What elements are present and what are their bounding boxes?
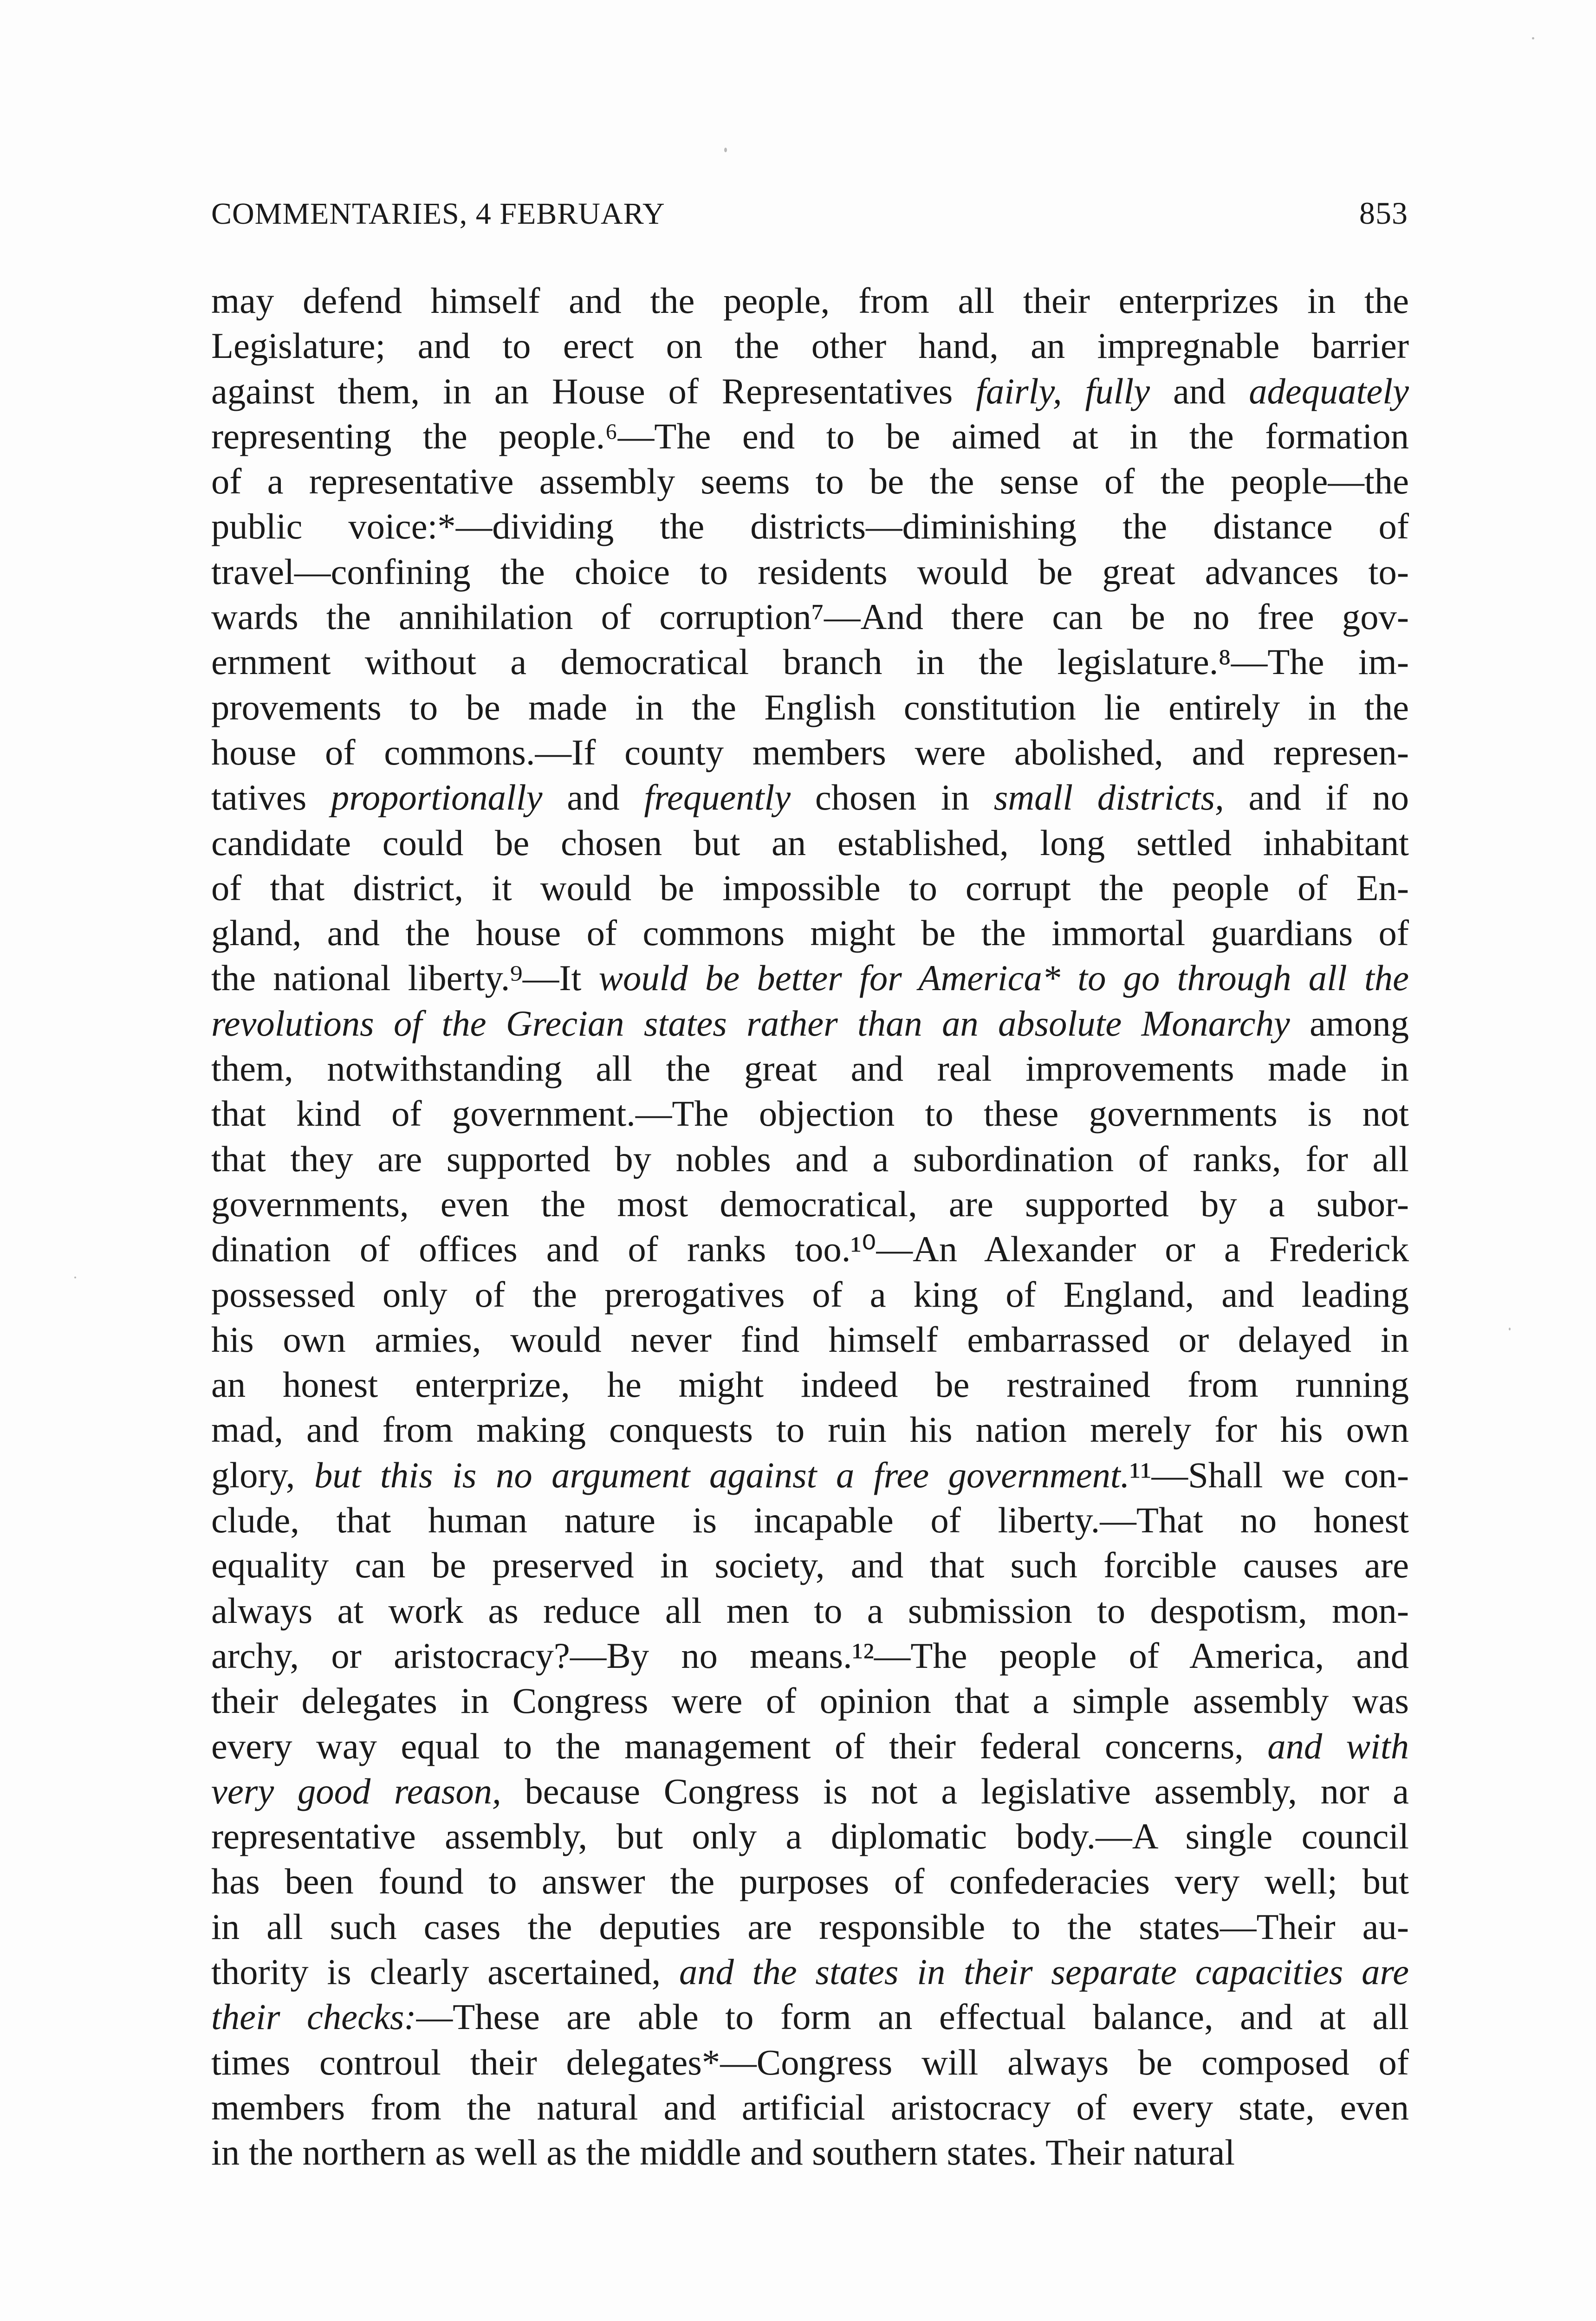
text-line <box>211 279 1409 324</box>
text-segment: thority is clearly ascertained, <box>211 1951 679 1992</box>
page-number: 853 <box>1359 195 1408 231</box>
text-segment: that kind of government.—The objection to these governments is not <box>211 1094 1409 1135</box>
text-line <box>211 1227 1409 1272</box>
text-line <box>211 1634 1409 1679</box>
text-segment: and <box>1150 371 1249 412</box>
text-segment: of a representative assembly seems to be the sense of the people—the <box>211 461 1409 502</box>
text-line <box>211 956 1409 1001</box>
text-line <box>211 775 1409 820</box>
text-segment: against them, in an House of Representatives <box>211 371 976 412</box>
italic-segment: their checks: <box>211 1997 416 2038</box>
text-segment: his own armies, would never find himself embarrassed or delayed in <box>211 1319 1409 1360</box>
text-line <box>211 1814 1409 1859</box>
italic-segment: small districts, <box>993 778 1224 818</box>
text-line <box>211 1543 1409 1588</box>
text-line <box>211 1995 1409 2040</box>
text-segment: in the northern as well as the middle and southern states. Their natural <box>211 2133 1235 2173</box>
italic-segment: frequently <box>644 778 791 818</box>
italic-segment: very good reason, <box>211 1771 501 1812</box>
text-segment: always at work as reduce all men to a submission to despotism, mon- <box>211 1590 1409 1631</box>
scan-speck <box>1532 37 1534 39</box>
text-line <box>211 911 1409 956</box>
text-segment: has been found to answer the purposes of confederacies very well; but <box>211 1861 1409 1902</box>
body-text <box>211 279 1409 2175</box>
text-segment: among <box>1290 1003 1409 1044</box>
text-segment: provements to be made in the English constitution lie entirely in the <box>211 687 1409 728</box>
text-segment: representing the people.⁶—The end to be aimed at in the formation <box>211 416 1409 457</box>
text-line <box>211 1046 1409 1091</box>
text-segment: every way equal to the management of their federal concerns, <box>211 1726 1268 1767</box>
text-line <box>211 1588 1409 1634</box>
text-segment: candidate could be chosen but an established, long settled inhabitant <box>211 823 1409 863</box>
running-head-title: COMMENTARIES, 4 FEBRUARY <box>211 197 665 231</box>
text-segment: wards the annihilation of corruption⁷—And there can be no free gov- <box>211 597 1409 638</box>
text-line <box>211 1407 1409 1452</box>
text-segment: ¹¹—Shall we con- <box>1129 1455 1409 1496</box>
text-segment: because Congress is not a legislative assembly, nor a <box>501 1771 1409 1812</box>
text-line <box>211 1905 1409 1950</box>
text-segment: representative assembly, but only a diplomatic body.—A single council <box>211 1816 1409 1857</box>
text-line <box>211 1769 1409 1814</box>
italic-segment: revolutions of the Grecian states rather than an absolute Monarchy <box>211 1003 1290 1044</box>
running-head <box>211 195 1408 246</box>
text-segment: tatives <box>211 778 331 818</box>
text-line <box>211 459 1409 504</box>
italic-segment: adequately <box>1249 371 1409 412</box>
text-segment: their delegates in Congress were of opinion that a simple assembly was <box>211 1681 1409 1722</box>
text-line <box>211 2040 1409 2085</box>
text-line <box>211 2130 1409 2175</box>
italic-segment: and with <box>1267 1726 1409 1767</box>
text-line <box>211 1362 1409 1407</box>
text-line <box>211 730 1409 775</box>
italic-segment: proportionally <box>331 778 543 818</box>
text-segment: the national liberty.⁹—It <box>211 958 599 999</box>
text-line <box>211 640 1409 685</box>
text-line <box>211 1272 1409 1317</box>
italic-segment: would be better for America* to go through all the <box>598 958 1409 999</box>
text-line <box>211 1950 1409 1995</box>
text-segment: members from the natural and artificial aristocracy of every state, even <box>211 2087 1409 2128</box>
scan-speck <box>74 1277 76 1278</box>
text-line <box>211 1679 1409 1724</box>
text-line <box>211 685 1409 730</box>
text-segment: equality can be preserved in society, and that such forcible causes are <box>211 1545 1409 1586</box>
text-segment: glory, <box>211 1455 314 1496</box>
text-line <box>211 1137 1409 1182</box>
text-segment: that they are supported by nobles and a subordination of ranks, for all <box>211 1139 1409 1180</box>
text-segment: chosen in <box>791 778 994 818</box>
text-segment: travel—confining the choice to residents would be great advances to- <box>211 551 1409 592</box>
text-line <box>211 369 1409 414</box>
text-segment: and <box>542 778 644 818</box>
text-line <box>211 1724 1409 1769</box>
text-line <box>211 1859 1409 1904</box>
text-segment: times controul their delegates*—Congress will always be composed of <box>211 2042 1409 2083</box>
scan-speck <box>724 148 727 152</box>
text-segment: may defend himself and the people, from all their enterprizes in the <box>211 281 1409 321</box>
text-segment: mad, and from making conquests to ruin his nation merely for his own <box>211 1410 1409 1451</box>
text-segment: house of commons.—If county members were abolished, and represen- <box>211 732 1409 773</box>
text-line <box>211 1453 1409 1498</box>
text-segment: an honest enterprize, he might indeed be restrained from running <box>211 1365 1409 1406</box>
text-line <box>211 550 1409 595</box>
text-segment: —These are able to form an effectual balance, and at all <box>416 1997 1409 2038</box>
text-line <box>211 324 1409 369</box>
scan-speck <box>1509 1328 1511 1330</box>
text-segment: ernment without a democratical branch in the legislature.⁸—The im- <box>211 642 1409 683</box>
italic-segment: fairly, fully <box>976 371 1150 412</box>
text-line <box>211 1317 1409 1362</box>
text-segment: and if no <box>1224 778 1409 818</box>
text-line <box>211 1001 1409 1046</box>
text-line <box>211 866 1409 911</box>
text-segment: Legislature; and to erect on the other hand, an impregnable barrier <box>211 326 1409 367</box>
text-line <box>211 821 1409 866</box>
text-line <box>211 2085 1409 2130</box>
text-line <box>211 595 1409 640</box>
text-segment: of that district, it would be impossible to corrupt the people of En- <box>211 868 1409 908</box>
text-segment: governments, even the most democratical, are supported by a subor- <box>211 1184 1409 1225</box>
text-segment: clude, that human nature is incapable of liberty.—That no honest <box>211 1500 1409 1541</box>
italic-segment: and the states in their separate capacities are <box>679 1951 1409 1992</box>
text-segment: archy, or aristocracy?—By no means.¹²—The people of America, and <box>211 1635 1409 1676</box>
text-line <box>211 1091 1409 1136</box>
text-segment: in all such cases the deputies are responsible to the states—Their au- <box>211 1906 1409 1947</box>
text-segment: them, notwithstanding all the great and real improvements made in <box>211 1049 1409 1089</box>
text-segment: gland, and the house of commons might be the immortal guardians of <box>211 913 1409 954</box>
text-line <box>211 414 1409 459</box>
text-line <box>211 504 1409 549</box>
text-segment: dination of offices and of ranks too.¹⁰—An Alexander or a Frederick <box>211 1229 1409 1270</box>
text-line <box>211 1182 1409 1227</box>
italic-segment: but this is no argument against a free government. <box>314 1455 1130 1496</box>
text-segment: possessed only of the prerogatives of a king of England, and leading <box>211 1274 1409 1315</box>
text-line <box>211 1498 1409 1543</box>
text-segment: public voice:*—dividing the districts—diminishing the distance of <box>211 506 1409 547</box>
